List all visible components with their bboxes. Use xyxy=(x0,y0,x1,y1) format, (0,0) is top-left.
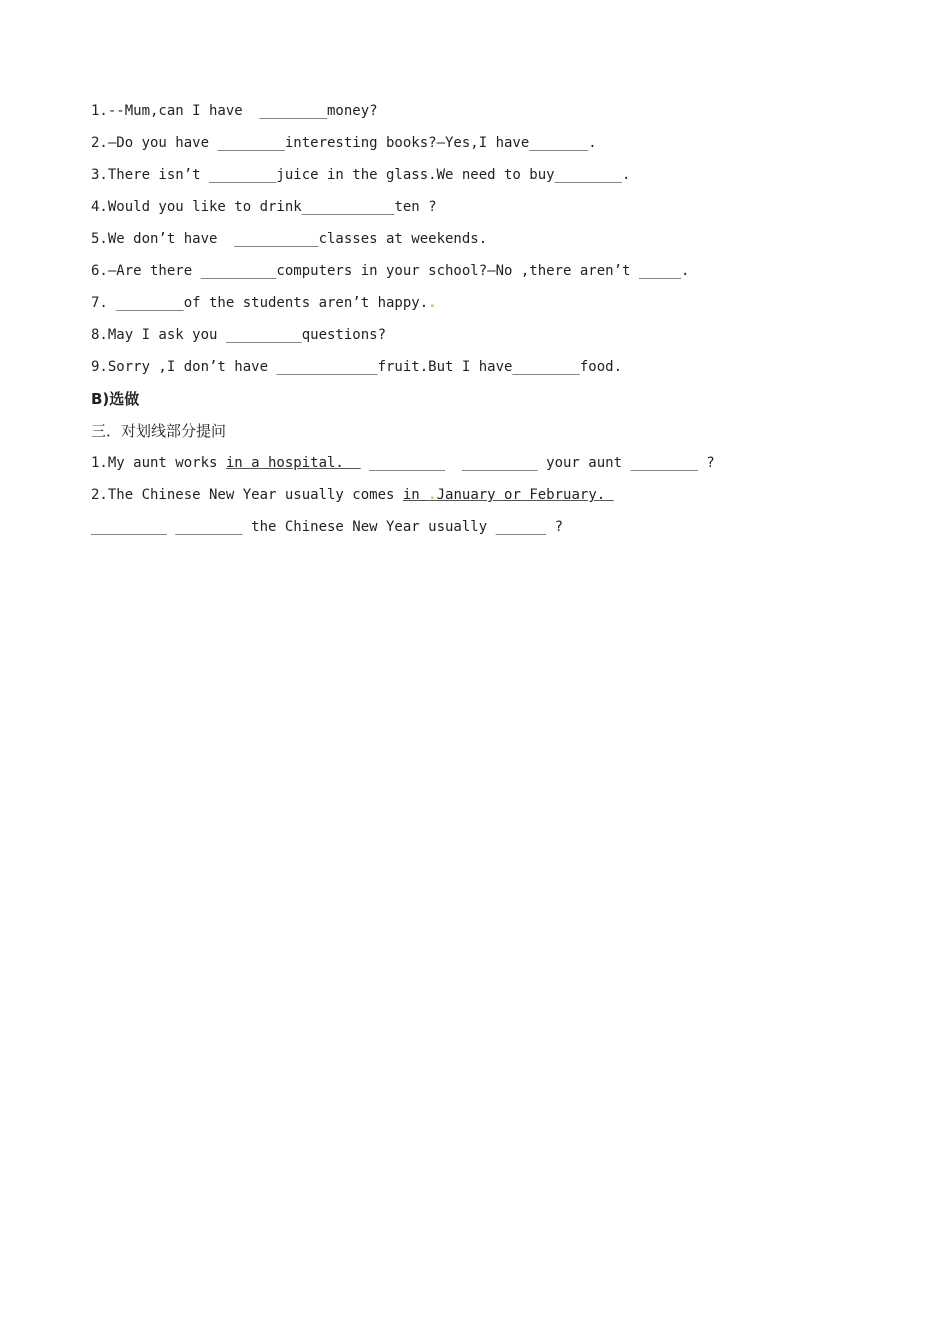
exercise-line-5: 5.We don’t have __________classes at weekends. xyxy=(91,231,488,247)
marker-dot: . xyxy=(428,295,437,311)
question-1-prefix: 1.My aunt works xyxy=(91,455,226,471)
question-2-prefix: 2.The Chinese New Year usually comes xyxy=(91,487,403,503)
exercise-line-7 xyxy=(91,290,891,322)
exercise-line-8: 8.May I ask you _________questions? xyxy=(91,327,387,343)
section-b-title: B)选做 xyxy=(91,390,140,408)
exercise-line-4: 4.Would you like to drink___________ten ? xyxy=(91,199,437,215)
marker-dot: . xyxy=(428,487,437,503)
question-line-2 xyxy=(91,482,891,514)
section-3-title: 三．对划线部分提问 xyxy=(91,422,227,440)
exercise-line-1: 1.--Mum,can I have ________money? xyxy=(91,103,378,119)
exercise-line-3: 3.There isn’t ________juice in the glass.We need to buy________. xyxy=(91,167,631,183)
exercise-line-2: 2.—Do you have ________interesting books?—Yes,I have_______. xyxy=(91,135,597,151)
exercise-line-9: 9.Sorry ,I don’t have ____________fruit.But I have________food. xyxy=(91,359,623,375)
question-1-suffix: _________ _________ your aunt ________ ? xyxy=(360,455,715,471)
question-2-answer-line: _________ ________ the Chinese New Year usually ______ ? xyxy=(91,519,564,535)
worksheet-page xyxy=(91,98,891,546)
question-2-underlined-start: in xyxy=(402,487,429,503)
question-line-1 xyxy=(91,450,891,482)
exercise-line-7-text: 7. ________of the students aren’t happy. xyxy=(91,295,429,311)
exercise-line-6: 6.—Are there _________computers in your school?—No ,there aren’t _____. xyxy=(91,263,690,279)
question-1-underlined: in a hospital. xyxy=(225,455,361,471)
question-2-underlined-rest: January or February. xyxy=(436,487,614,503)
